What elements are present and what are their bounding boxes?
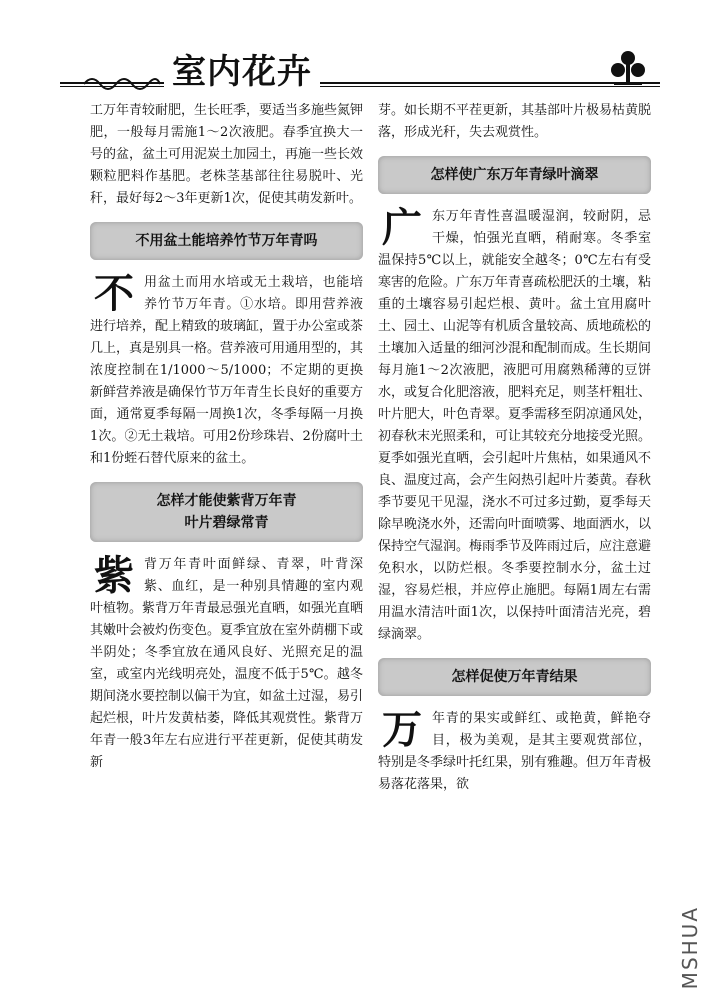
drop-cap: 万 — [382, 707, 422, 753]
heading-guangdong-wanianqing: 怎样使广东万年青绿叶滴翠 — [378, 156, 651, 194]
article-body: 年青的果实或鲜红、或艳黄，鲜艳夺目，极为美观，是其主要观赏部位，特别是冬季绿叶托红果，别有雅趣。但万年青极易落花落果，欲 — [378, 711, 652, 792]
page-header — [60, 44, 660, 96]
left-column — [90, 100, 363, 774]
article-guangdong — [378, 206, 651, 646]
continued-paragraph: 芽。如长期不平茬更新，其基部叶片极易枯黄脱落，形成光秆，失去观赏性。 — [378, 103, 652, 140]
article-body: 东万年青性喜温暖湿润，较耐阴，忌干燥，怕强光直晒，稍耐寒。冬季室温保持5℃以上，就能安全越冬；0℃左右有受寒害的危险。广东万年青喜疏松肥沃的土壤，粘重的土壤容易引起烂根、黄叶。盆土宜用腐叶土、园土、山泥等有机质含量较高、质地疏松的土壤加入适量的细河沙混和配制而成。生长期间每月施1～2次液肥，液肥可用腐熟稀薄的豆饼水，或复合化肥溶液，肥料充足，则茎杆粗壮、叶片肥大，叶色青翠。夏季需移至阴凉通风处，初春秋末光照柔和，可让其较充分地接受光照。夏季如强光直晒，会引起叶片焦枯，如果通风不良、温度过高，会产生闷热引起叶片萎黄。春秋季节要见干见湿，浇水不可过多过勤，夏季每天除早晚浇水外，还需向叶面喷雾、地面洒水，以保持空气湿润。梅雨季节及阵雨过后，应注意避免积水，以防烂根。冬季要控制水分，盆土过湿，容易烂根，并应停止施肥。每隔1周左右需用温水清洁叶面1次，以保持叶面清洁光亮，碧绿滴翠。 — [378, 209, 652, 642]
drop-cap: 广 — [382, 205, 422, 251]
flower-logo-icon — [608, 48, 648, 88]
drop-cap: 紫 — [94, 553, 134, 599]
heading-fruiting: 怎样促使万年青结果 — [378, 658, 651, 696]
drop-cap: 不 — [94, 271, 134, 317]
intro-paragraph: 工万年青较耐肥，生长旺季，要适当多施些氮钾肥，一般每月需施1～2次液肥。春季宜换大一号的盆，盆土可用泥炭土加园土，再施一些长效颗粒肥料作基肥。老株茎基部往往易脱叶、光秆，最好每2～3年更新1次，促使其萌发新叶。 — [90, 103, 364, 206]
heading-line-1: 怎样才能使紫背万年青 — [156, 493, 297, 509]
article-purple — [90, 554, 363, 774]
article-fruiting — [378, 708, 651, 796]
heading-line-2: 叶片碧绿常青 — [184, 515, 269, 531]
squiggle-ornament-icon — [82, 72, 162, 92]
heading-purple-wanianqing — [90, 482, 363, 542]
article-body: 背万年青叶面鲜绿、青翠，叶背深紫、血红，是一种别具情趣的室内观叶植物。紫背万年青最忌强光直晒，如强光直晒其嫩叶会被灼伤变色。夏季宜放在室外荫棚下或半阴处；冬季宜放在通风良好、光照充足的温室，或室内光线明亮处，温度不低于5℃。越冬期间浇水要控制以偏干为宜，如盆土过湿，易引起烂根，叶片发黄枯萎，降低其观赏性。紫背万年青一般3年左右应进行平茬更新，促使其萌发新 — [90, 557, 364, 770]
heading-bamboo-wanianqing: 不用盆土能培养竹节万年青吗 — [90, 222, 363, 260]
section-title: 室内花卉 — [164, 44, 320, 93]
watermark: MSHUA — [678, 905, 702, 989]
right-column — [378, 100, 651, 796]
article-bamboo — [90, 272, 363, 470]
article-body: 用盆土而用水培或无土栽培，也能培养竹节万年青。①水培。即用营养液进行培养，配上精致的玻璃缸，置于办公室或茶几上，真是别具一格。营养液可用通用型的，其浓度控制在1/1000～5/1000；不定期的更换新鲜营养液是确保竹节万年青生长良好的重要方面，通常夏季每隔一周换1次，冬季每隔一月换1次。②无土栽培。可用2份珍珠岩、2份腐叶土和1份蛭石替代原来的盆土。 — [90, 275, 364, 466]
